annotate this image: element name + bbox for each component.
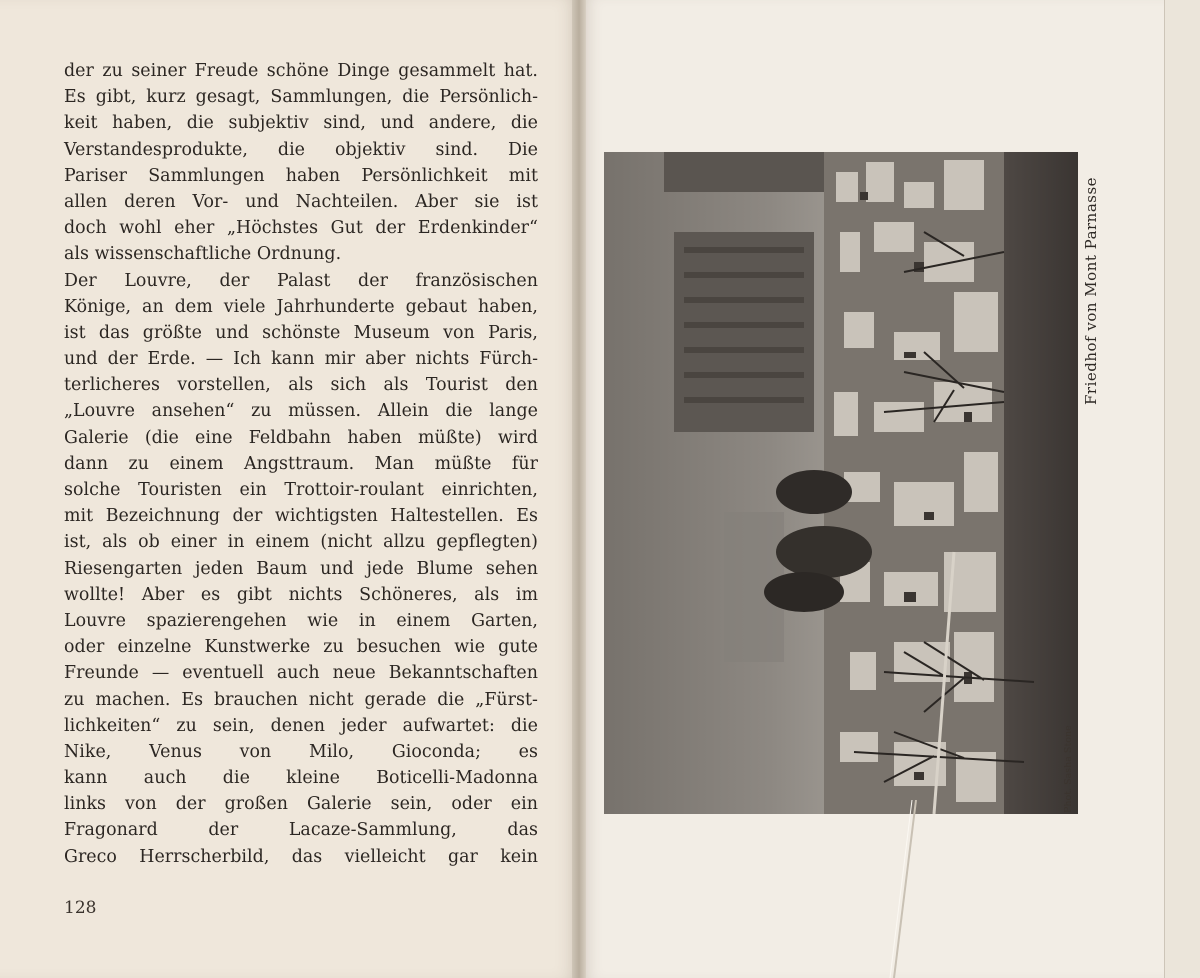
text-line: Freunde — eventuell auch neue Bekanntschaften	[64, 663, 538, 684]
text-line: Der Louvre, der Palast der französischen	[64, 270, 538, 291]
text-line: Verstandesprodukte, die objektiv sind. Die	[64, 139, 538, 160]
text-line: Könige, an dem viele Jahrhunderte gebaut haben,	[64, 296, 538, 317]
text-line: Pariser Sammlungen haben Persönlichkeit mit	[64, 165, 538, 186]
text-line: kann auch die kleine Boticelli-Madonna	[64, 768, 538, 789]
book-gutter	[572, 0, 586, 978]
text-line: links von der großen Galerie sein, oder ein	[64, 794, 538, 815]
text-line: Riesengarten jeden Baum und jede Blume sehen	[64, 558, 538, 579]
text-line: solche Touristen ein Trottoir-roulant einrichten,	[64, 480, 538, 500]
text-line: zu machen. Es brauchen nicht gerade die „Fürst-	[64, 689, 538, 710]
text-line: doch wohl eher „Höchstes Gut der Erdenkinder“	[64, 218, 538, 239]
photo-caption: Friedhof von Mont Parnasse	[1082, 176, 1100, 405]
text-line: terlicheres vorstellen, als sich als Tourist den	[64, 375, 538, 396]
text-line: und der Erde. — Ich kann mir aber nichts Fürch-	[64, 349, 538, 370]
text-line: als wissenschaftliche Ordnung.	[64, 244, 342, 265]
body-text	[64, 58, 538, 870]
text-line: keit haben, die subjektiv sind, und andere, die	[64, 113, 538, 134]
photo-credit: Phot. Sasha Stone	[1063, 725, 1074, 813]
paper-crease	[876, 800, 936, 978]
text-line: oder einzelne Kunstwerke zu besuchen wie gute	[64, 637, 538, 658]
cemetery-photo	[604, 152, 1078, 814]
text-line: wollte! Aber es gibt nichts Schöneres, als im	[64, 584, 538, 605]
page-number: 128	[64, 898, 97, 918]
text-line: Galerie (die eine Feldbahn haben müßte) wird	[64, 427, 538, 448]
page-edge	[1164, 0, 1200, 978]
text-line: ist, als ob einer in einem (nicht allzu gepflegten)	[64, 532, 538, 553]
text-line: ist das größte und schönste Museum von Paris,	[64, 322, 538, 343]
photo-image	[604, 152, 1078, 814]
text-line: „Louvre ansehen“ zu müssen. Allein die lange	[64, 401, 538, 422]
text-line: Nike, Venus von Milo, Gioconda; es	[64, 741, 538, 762]
text-line: dann zu einem Angsttraum. Man müßte für	[64, 453, 538, 474]
text-line: allen deren Vor- und Nachteilen. Aber sie ist	[64, 191, 538, 212]
text-line: Fragonard der Lacaze-Sammlung, das	[64, 820, 538, 841]
text-line: lichkeiten“ zu sein, denen jeder aufwartet: die	[64, 715, 538, 736]
text-line: Greco Herrscherbild, das vielleicht gar kein	[64, 846, 538, 867]
text-line: mit Bezeichnung der wichtigsten Haltestellen. Es	[64, 506, 538, 527]
text-line: Louvre spazierengehen wie in einem Garten,	[64, 610, 538, 631]
text-line: Es gibt, kurz gesagt, Sammlungen, die Persönlich-	[64, 87, 538, 108]
text-line: der zu seiner Freude schöne Dinge gesammelt hat.	[64, 61, 538, 81]
